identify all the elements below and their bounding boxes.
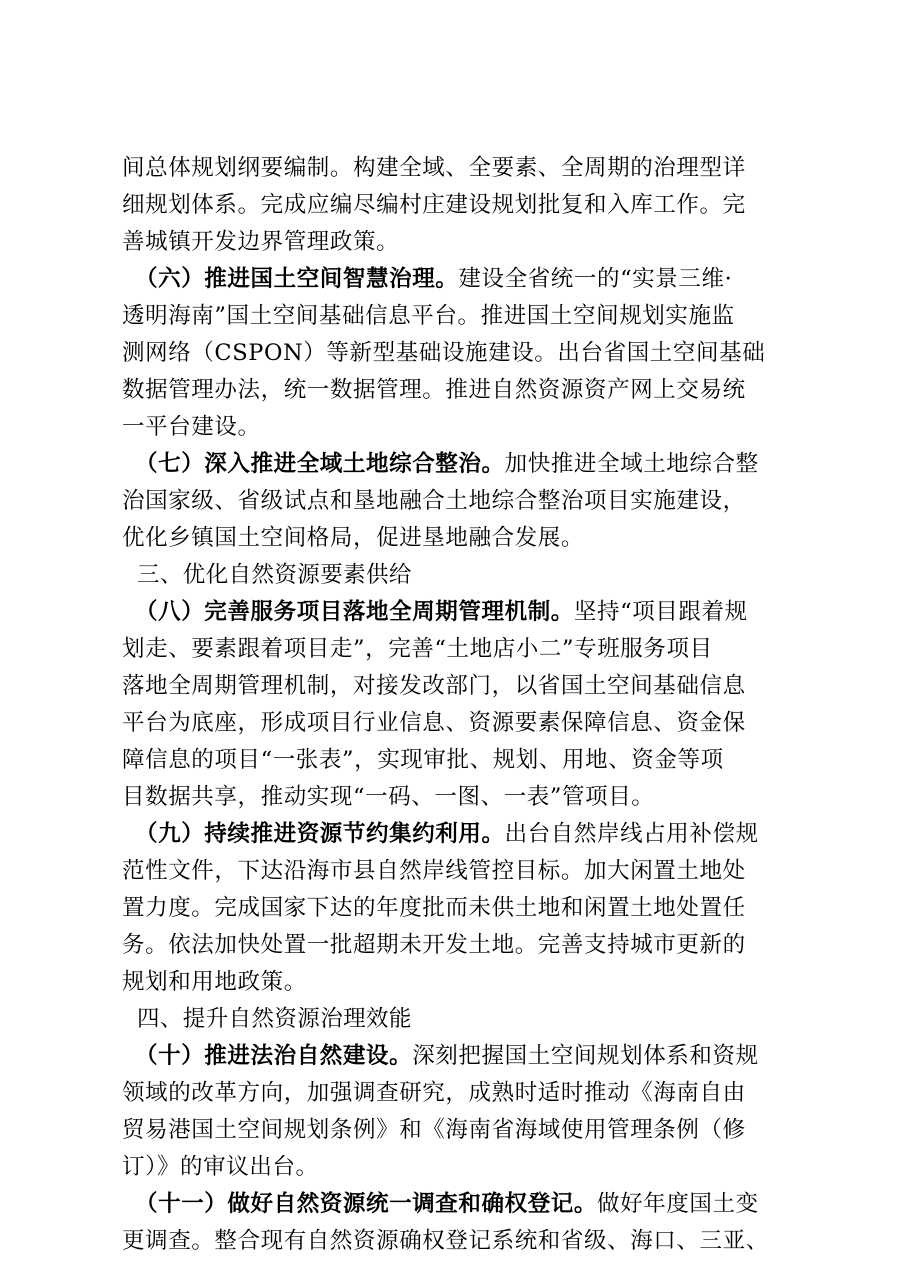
section-11-title: （十一）做好自然资源统一调查和确权登记。: [135, 1191, 598, 1217]
body-text: 做好年度国土变: [597, 1191, 759, 1217]
body-line: 测网络（CSPON）等新型基础设施建设。出台省国土空间基础: [122, 340, 766, 366]
body-text: 出台自然岸线占用补偿规: [504, 821, 759, 847]
body-text: 坚持“项目跟着规: [573, 599, 748, 625]
body-line: 善城镇开发边界管理政策。: [122, 229, 400, 255]
section-10-title: （十）推进法治自然建设。: [135, 1043, 413, 1069]
document-body: [122, 150, 812, 1260]
body-line: 规划和用地政策。: [122, 969, 307, 995]
section-6-title: （六）推进国土空间智慧治理。: [135, 266, 459, 292]
body-line: 务。依法加快处置一批超期未开发土地。完善支持城市更新的: [122, 932, 746, 958]
body-line: 更调查。整合现有自然资源确权登记系统和省级、海口、三亚、: [122, 1228, 769, 1254]
body-line: 订）》的审议出台。: [122, 1154, 319, 1180]
body-line: 间总体规划纲要编制。构建全域、全要素、全周期的治理型详: [122, 155, 746, 181]
chapter-heading-4: 四、提升自然资源治理效能: [137, 1006, 412, 1032]
body-line: 障信息的项目“一张表”，实现审批、规划、用地、资金等项: [122, 747, 724, 773]
body-line: 落地全周期管理机制，对接发改部门，以省国土空间基础信息: [122, 673, 746, 699]
body-line: 置力度。完成国家下达的年度批而未供土地和闲置土地处置任: [122, 895, 746, 921]
section-11-first-line: [122, 1186, 812, 1223]
section-8-first-line: [122, 594, 812, 631]
body-line: 范性文件，下达沿海市县自然岸线管控目标。加大闲置土地处: [122, 858, 746, 884]
body-line: 贸易港国土空间规划条例》和《海南省海域使用管理条例（修: [122, 1117, 746, 1143]
section-9-first-line: [122, 816, 812, 853]
body-text: 深刻把握国土空间规划体系和资规: [412, 1043, 759, 1069]
body-line: 划走、要素跟着项目走”，完善“土地店小二”专班服务项目: [122, 636, 713, 662]
section-6-first-line: [122, 261, 812, 298]
section-8-title: （八）完善服务项目落地全周期管理机制。: [135, 599, 574, 625]
body-line: 细规划体系。完成应编尽编村庄建设规划批复和入库工作。完: [122, 192, 746, 218]
body-line: 透明海南”国土空间基础信息平台。推进国土空间规划实施监: [122, 303, 735, 329]
body-line: 治国家级、省级试点和垦地融合土地综合整治项目实施建设，: [122, 488, 746, 514]
section-10-first-line: [122, 1038, 812, 1075]
section-9-title: （九）持续推进资源节约集约利用。: [135, 821, 505, 847]
chapter-heading-3: 三、优化自然资源要素供给: [137, 562, 412, 588]
body-text: 建设全省统一的“实景三维·: [458, 266, 733, 292]
body-line: 目数据共享，推动实现“一码、一图、一表”管项目。: [122, 784, 655, 810]
section-7-first-line: [122, 446, 812, 483]
body-line: 领域的改革方向，加强调查研究，成熟时适时推动《海南自由: [122, 1080, 746, 1106]
body-line: 一平台建设。: [122, 414, 261, 440]
section-7-title: （七）深入推进全域土地综合整治。: [135, 451, 505, 477]
body-line: 数据管理办法，统一数据管理。推进自然资源资产网上交易统: [122, 377, 746, 403]
body-text: 加快推进全域土地综合整: [504, 451, 759, 477]
body-line: 平台为底座，形成项目行业信息、资源要素保障信息、资金保: [122, 710, 746, 736]
body-line: 优化乡镇国土空间格局，促进垦地融合发展。: [122, 525, 585, 551]
